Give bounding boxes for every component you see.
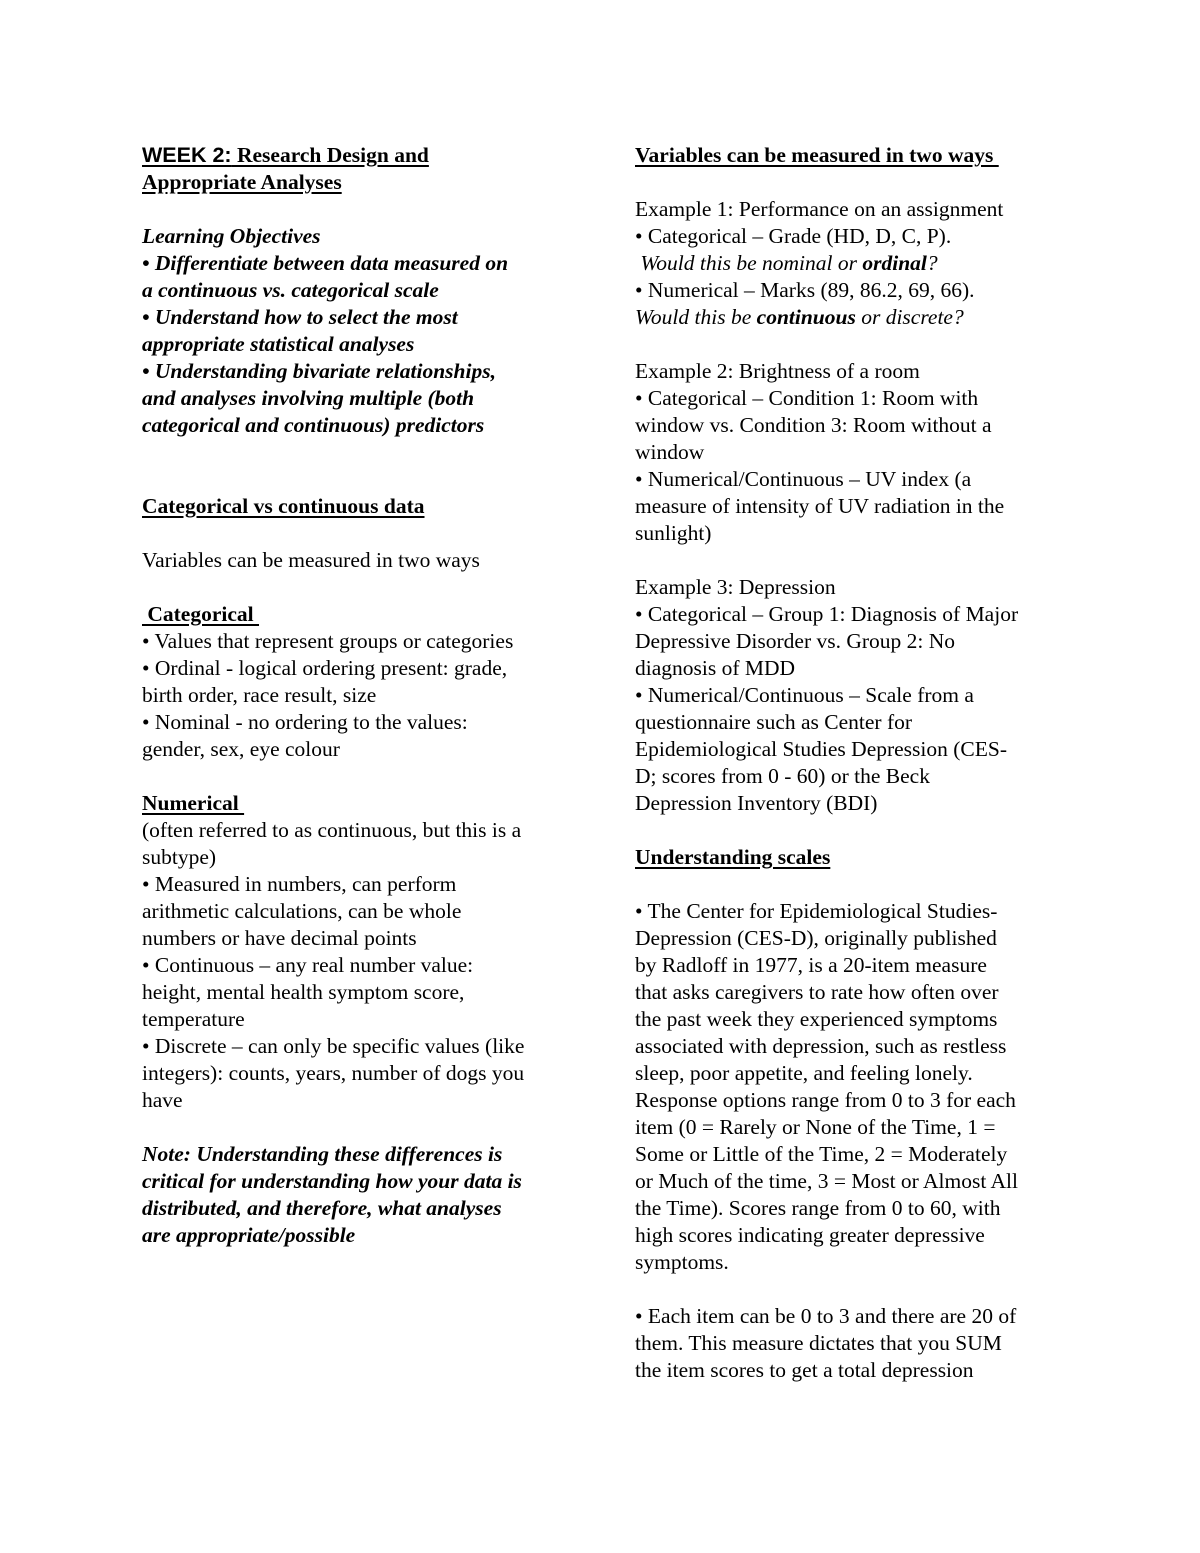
objective-line: appropriate statistical analyses	[142, 332, 415, 356]
section-heading-categorical-vs-continuous: Categorical vs continuous data	[142, 494, 425, 518]
objective-line: categorical and continuous) predictors	[142, 413, 485, 437]
numerical-line: have	[142, 1088, 183, 1112]
categorical-line: • Values that represent groups or categories	[142, 629, 514, 653]
intro-text: Variables can be measured in two ways	[142, 548, 480, 572]
scales-paragraph-line: Response options range from 0 to 3 for each	[635, 1088, 1016, 1112]
numerical-line: integers): counts, years, number of dogs you	[142, 1061, 525, 1085]
numerical-line: arithmetic calculations, can be whole	[142, 899, 462, 923]
objective-line: • Understand how to select the most	[142, 305, 458, 329]
numerical-line: (often referred to as continuous, but this is a	[142, 818, 522, 842]
objective-line: a continuous vs. categorical scale	[142, 278, 439, 302]
example-1-title: Example 1: Performance on an assignment	[635, 197, 1004, 221]
example-2-line: measure of intensity of UV radiation in the	[635, 494, 1005, 518]
numerical-line: height, mental health symptom score,	[142, 980, 465, 1004]
numerical-heading: Numerical	[142, 791, 245, 815]
scales-paragraph-2-line: the item scores to get a total depression	[635, 1358, 974, 1382]
note-line: Note: Understanding these differences is	[142, 1142, 503, 1166]
scales-paragraph-line: high scores indicating greater depressive	[635, 1223, 985, 1247]
scales-paragraph-line: Depression (CES-D), originally published	[635, 926, 997, 950]
scales-paragraph-line: item (0 = Rarely or None of the Time, 1 =	[635, 1115, 996, 1139]
example-1-line: • Numerical – Marks (89, 86.2, 69, 66).	[635, 278, 975, 302]
numerical-line: numbers or have decimal points	[142, 926, 417, 950]
objective-line: and analyses involving multiple (both	[142, 386, 475, 410]
question-text: or discrete?	[855, 305, 964, 329]
categorical-line: birth order, race result, size	[142, 683, 377, 707]
question-emphasis: ordinal	[862, 251, 927, 275]
objective-line: • Understanding bivariate relationships,	[142, 359, 496, 383]
scales-paragraph-line: Some or Little of the Time, 2 = Moderately	[635, 1142, 1008, 1166]
understanding-scales-heading: Understanding scales	[635, 845, 831, 869]
example-3-line: questionnaire such as Center for	[635, 710, 913, 734]
numerical-line: • Measured in numbers, can perform	[142, 872, 457, 896]
question-emphasis: continuous	[756, 305, 856, 329]
scales-paragraph-2-line: • Each item can be 0 to 3 and there are 20 of	[635, 1304, 1017, 1328]
example-3-line: D; scores from 0 - 60) or the Beck	[635, 764, 930, 788]
example-2-line: • Categorical – Condition 1: Room with	[635, 386, 979, 410]
scales-paragraph-line: that asks caregivers to rate how often over	[635, 980, 999, 1004]
example-3-line: Depressive Disorder vs. Group 2: No	[635, 629, 956, 653]
question-text: Would this be	[635, 305, 757, 329]
example-3-title: Example 3: Depression	[635, 575, 836, 599]
categorical-heading: Categorical	[142, 602, 260, 626]
page-title-line-1	[142, 142, 567, 169]
left-column	[142, 142, 567, 1249]
categorical-line: • Ordinal - logical ordering present: grade,	[142, 656, 508, 680]
objective-line: • Differentiate between data measured on	[142, 251, 509, 275]
question-text: ?	[926, 251, 938, 275]
question-text: Would this be nominal or	[635, 251, 863, 275]
example-1-question-1	[635, 250, 1065, 277]
example-2-line: sunlight)	[635, 521, 712, 545]
example-1-line: • Categorical – Grade (HD, D, C, P).	[635, 224, 952, 248]
scales-paragraph-line: by Radloff in 1977, is a 20-item measure	[635, 953, 987, 977]
scales-paragraph-line: symptoms.	[635, 1250, 729, 1274]
page-title-line-2: Appropriate Analyses	[142, 170, 342, 194]
scales-paragraph-line: associated with depression, such as restless	[635, 1034, 1007, 1058]
example-2-line: window	[635, 440, 705, 464]
scales-paragraph-line: • The Center for Epidemiological Studies-	[635, 899, 998, 923]
example-2-title: Example 2: Brightness of a room	[635, 359, 920, 383]
example-1-question-2	[635, 304, 1065, 331]
title-text: Research Design and	[231, 143, 429, 167]
week-label: WEEK 2:	[142, 143, 232, 167]
example-3-line: Epidemiological Studies Depression (CES-	[635, 737, 1008, 761]
example-3-line: • Numerical/Continuous – Scale from a	[635, 683, 974, 707]
example-2-line: window vs. Condition 3: Room without a	[635, 413, 992, 437]
variables-heading: Variables can be measured in two ways	[635, 143, 999, 167]
categorical-line: gender, sex, eye colour	[142, 737, 340, 761]
categorical-line: • Nominal - no ordering to the values:	[142, 710, 468, 734]
note-line: distributed, and therefore, what analyses	[142, 1196, 502, 1220]
example-3-line: Depression Inventory (BDI)	[635, 791, 878, 815]
numerical-line: temperature	[142, 1007, 245, 1031]
scales-paragraph-line: sleep, poor appetite, and feeling lonely.	[635, 1061, 973, 1085]
numerical-line: • Discrete – can only be specific values (like	[142, 1034, 525, 1058]
scales-paragraph-line: the past week they experienced symptoms	[635, 1007, 998, 1031]
note-line: are appropriate/possible	[142, 1223, 356, 1247]
numerical-line: subtype)	[142, 845, 217, 869]
example-3-line: • Categorical – Group 1: Diagnosis of Major	[635, 602, 1019, 626]
numerical-line: • Continuous – any real number value:	[142, 953, 474, 977]
example-2-line: • Numerical/Continuous – UV index (a	[635, 467, 972, 491]
example-3-line: diagnosis of MDD	[635, 656, 796, 680]
scales-paragraph-line: or Much of the time, 3 = Most or Almost All	[635, 1169, 1018, 1193]
objectives-heading: Learning Objectives	[142, 224, 321, 248]
right-column	[635, 142, 1065, 1384]
scales-paragraph-line: the Time). Scores range from 0 to 60, with	[635, 1196, 1001, 1220]
scales-paragraph-2-line: them. This measure dictates that you SUM	[635, 1331, 1002, 1355]
note-line: critical for understanding how your data is	[142, 1169, 522, 1193]
